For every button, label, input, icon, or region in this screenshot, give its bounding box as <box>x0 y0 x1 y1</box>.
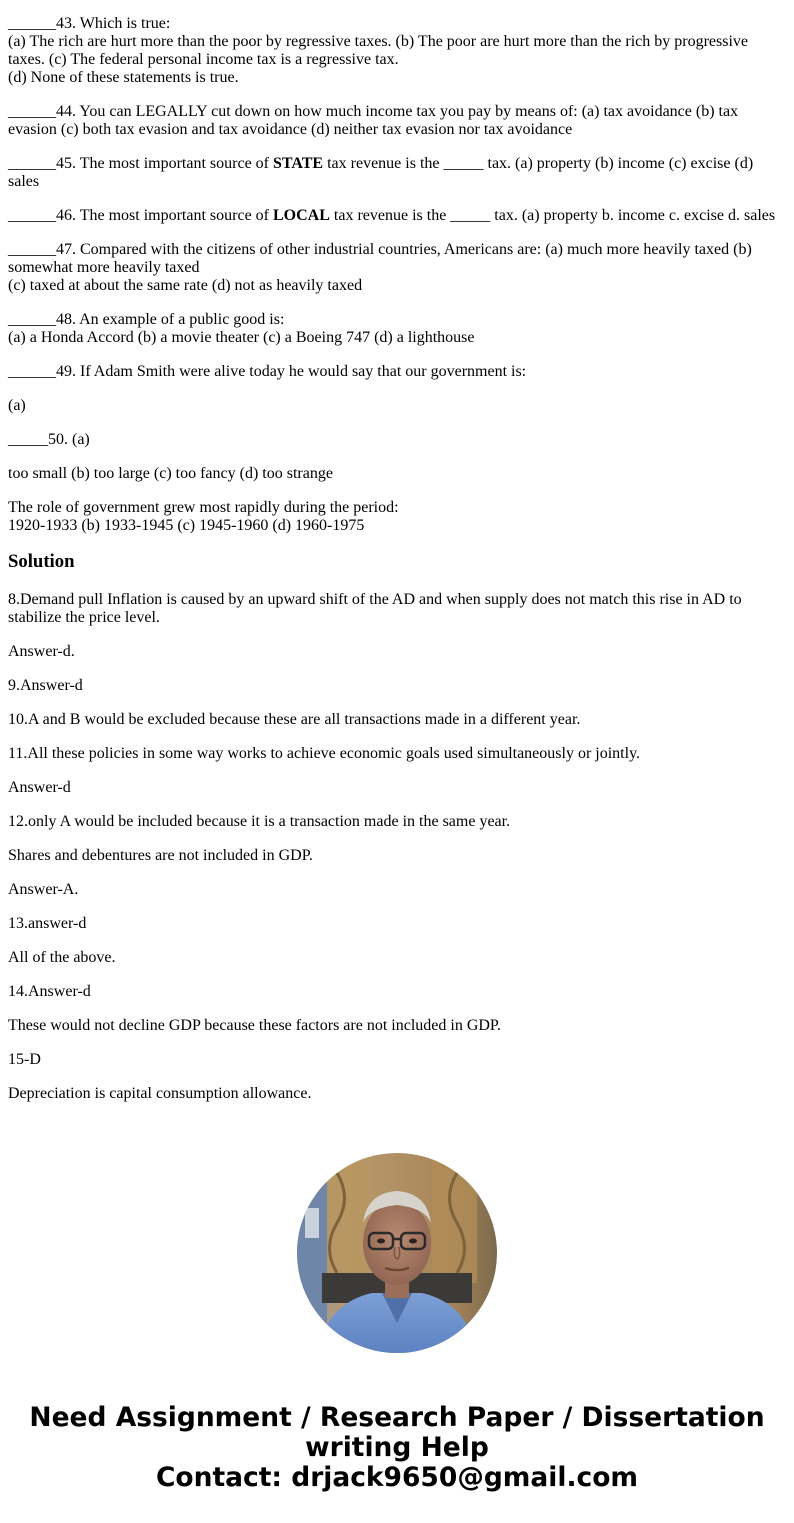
avatar-photo <box>297 1153 497 1353</box>
solution-paragraph: 13.answer-d <box>8 915 87 932</box>
footer-ad <box>0 1403 794 1493</box>
question-50 <box>8 431 786 449</box>
footer-line: Need Assignment / Research Paper / Dissertation <box>29 1402 765 1433</box>
question-options: (a) The rich are hurt more than the poor by regressive taxes. (b) The poor are hurt more than the rich by progressive taxes. (c) The federal personal income tax is a regressive tax. <box>8 33 749 68</box>
solution-paragraph: These would not decline GDP because these factors are not included in GDP. <box>8 1017 502 1034</box>
question-text: ______48. An example of a public good is: <box>8 311 285 328</box>
question-text-post: tax revenue is the _____ tax. (a) property (b) income (c) excise (d) sales <box>8 155 754 190</box>
footer-line: writing Help <box>305 1432 489 1463</box>
question-50-text <box>8 499 786 535</box>
question-48 <box>8 311 786 347</box>
question-text: ______47. Compared with the citizens of other industrial countries, Americans are: (a) much more heavily taxed (b) somewhat more heavily taxed <box>8 241 752 276</box>
solution-paragraph: Shares and debentures are not included in GDP. <box>8 847 313 864</box>
question-49 <box>8 363 786 381</box>
question-options: 1920-1933 (b) 1933-1945 (c) 1945-1960 (d) 1960-1975 <box>8 517 365 534</box>
solution-paragraph: 11.All these policies in some way works to achieve economic goals used simultaneously or jointly. <box>8 745 641 762</box>
solution-paragraph: 14.Answer-d <box>8 983 91 1000</box>
question-options: too small (b) too large (c) too fancy (d) too strange <box>8 465 333 482</box>
question-options: (a) a Honda Accord (b) a movie theater (c) a Boeing 747 (d) a lighthouse <box>8 329 475 346</box>
question-43 <box>8 15 786 87</box>
document-body <box>8 15 786 1119</box>
question-49-options <box>8 465 786 483</box>
question-text: The role of government grew most rapidly during the period: <box>8 499 399 516</box>
solution-paragraph: 9.Answer-d <box>8 677 83 694</box>
avatar <box>297 1153 497 1353</box>
question-options: (a) <box>8 397 26 414</box>
solution-paragraph: 10.A and B would be excluded because these are all transactions made in a different year. <box>8 711 581 728</box>
question-text: ______43. Which is true: <box>8 15 171 32</box>
solution-heading: Solution <box>8 551 75 572</box>
question-49-option-a <box>8 397 786 415</box>
question-text-pre: ______45. The most important source of <box>8 155 273 172</box>
question-emphasis: LOCAL <box>273 207 330 224</box>
question-47 <box>8 241 786 295</box>
solution-paragraph: Answer-A. <box>8 881 79 898</box>
question-text-pre: ______46. The most important source of <box>8 207 273 224</box>
solution-paragraph: 15-D <box>8 1051 41 1068</box>
question-emphasis: STATE <box>273 155 324 172</box>
question-text: ______44. You can LEGALLY cut down on how much income tax you pay by means of: (a) tax avoidance (b) tax evasion (c) both tax evasion and tax avoidance (d) neither tax evasion nor tax avoidance <box>8 103 739 138</box>
question-options: (d) None of these statements is true. <box>8 69 239 86</box>
question-46 <box>8 207 786 225</box>
question-text-post: tax revenue is the _____ tax. (a) property b. income c. excise d. sales <box>329 207 776 224</box>
solution-paragraph: All of the above. <box>8 949 116 966</box>
question-44 <box>8 103 786 139</box>
question-options: (c) taxed at about the same rate (d) not as heavily taxed <box>8 277 363 294</box>
solution-paragraph: Answer-d <box>8 779 71 796</box>
question-text: ______49. If Adam Smith were alive today he would say that our government is: <box>8 363 527 380</box>
solution-paragraph: 12.only A would be included because it is a transaction made in the same year. <box>8 813 511 830</box>
solution-paragraph: Depreciation is capital consumption allowance. <box>8 1085 312 1102</box>
question-45 <box>8 155 786 191</box>
solution-paragraph: Answer-d. <box>8 643 75 660</box>
solution-paragraph: 8.Demand pull Inflation is caused by an upward shift of the AD and when supply does not match this rise in AD to stabilize the price level. <box>8 591 742 626</box>
question-text: _____50. (a) <box>8 431 90 448</box>
footer-contact: Contact: drjack9650@gmail.com <box>155 1462 639 1493</box>
